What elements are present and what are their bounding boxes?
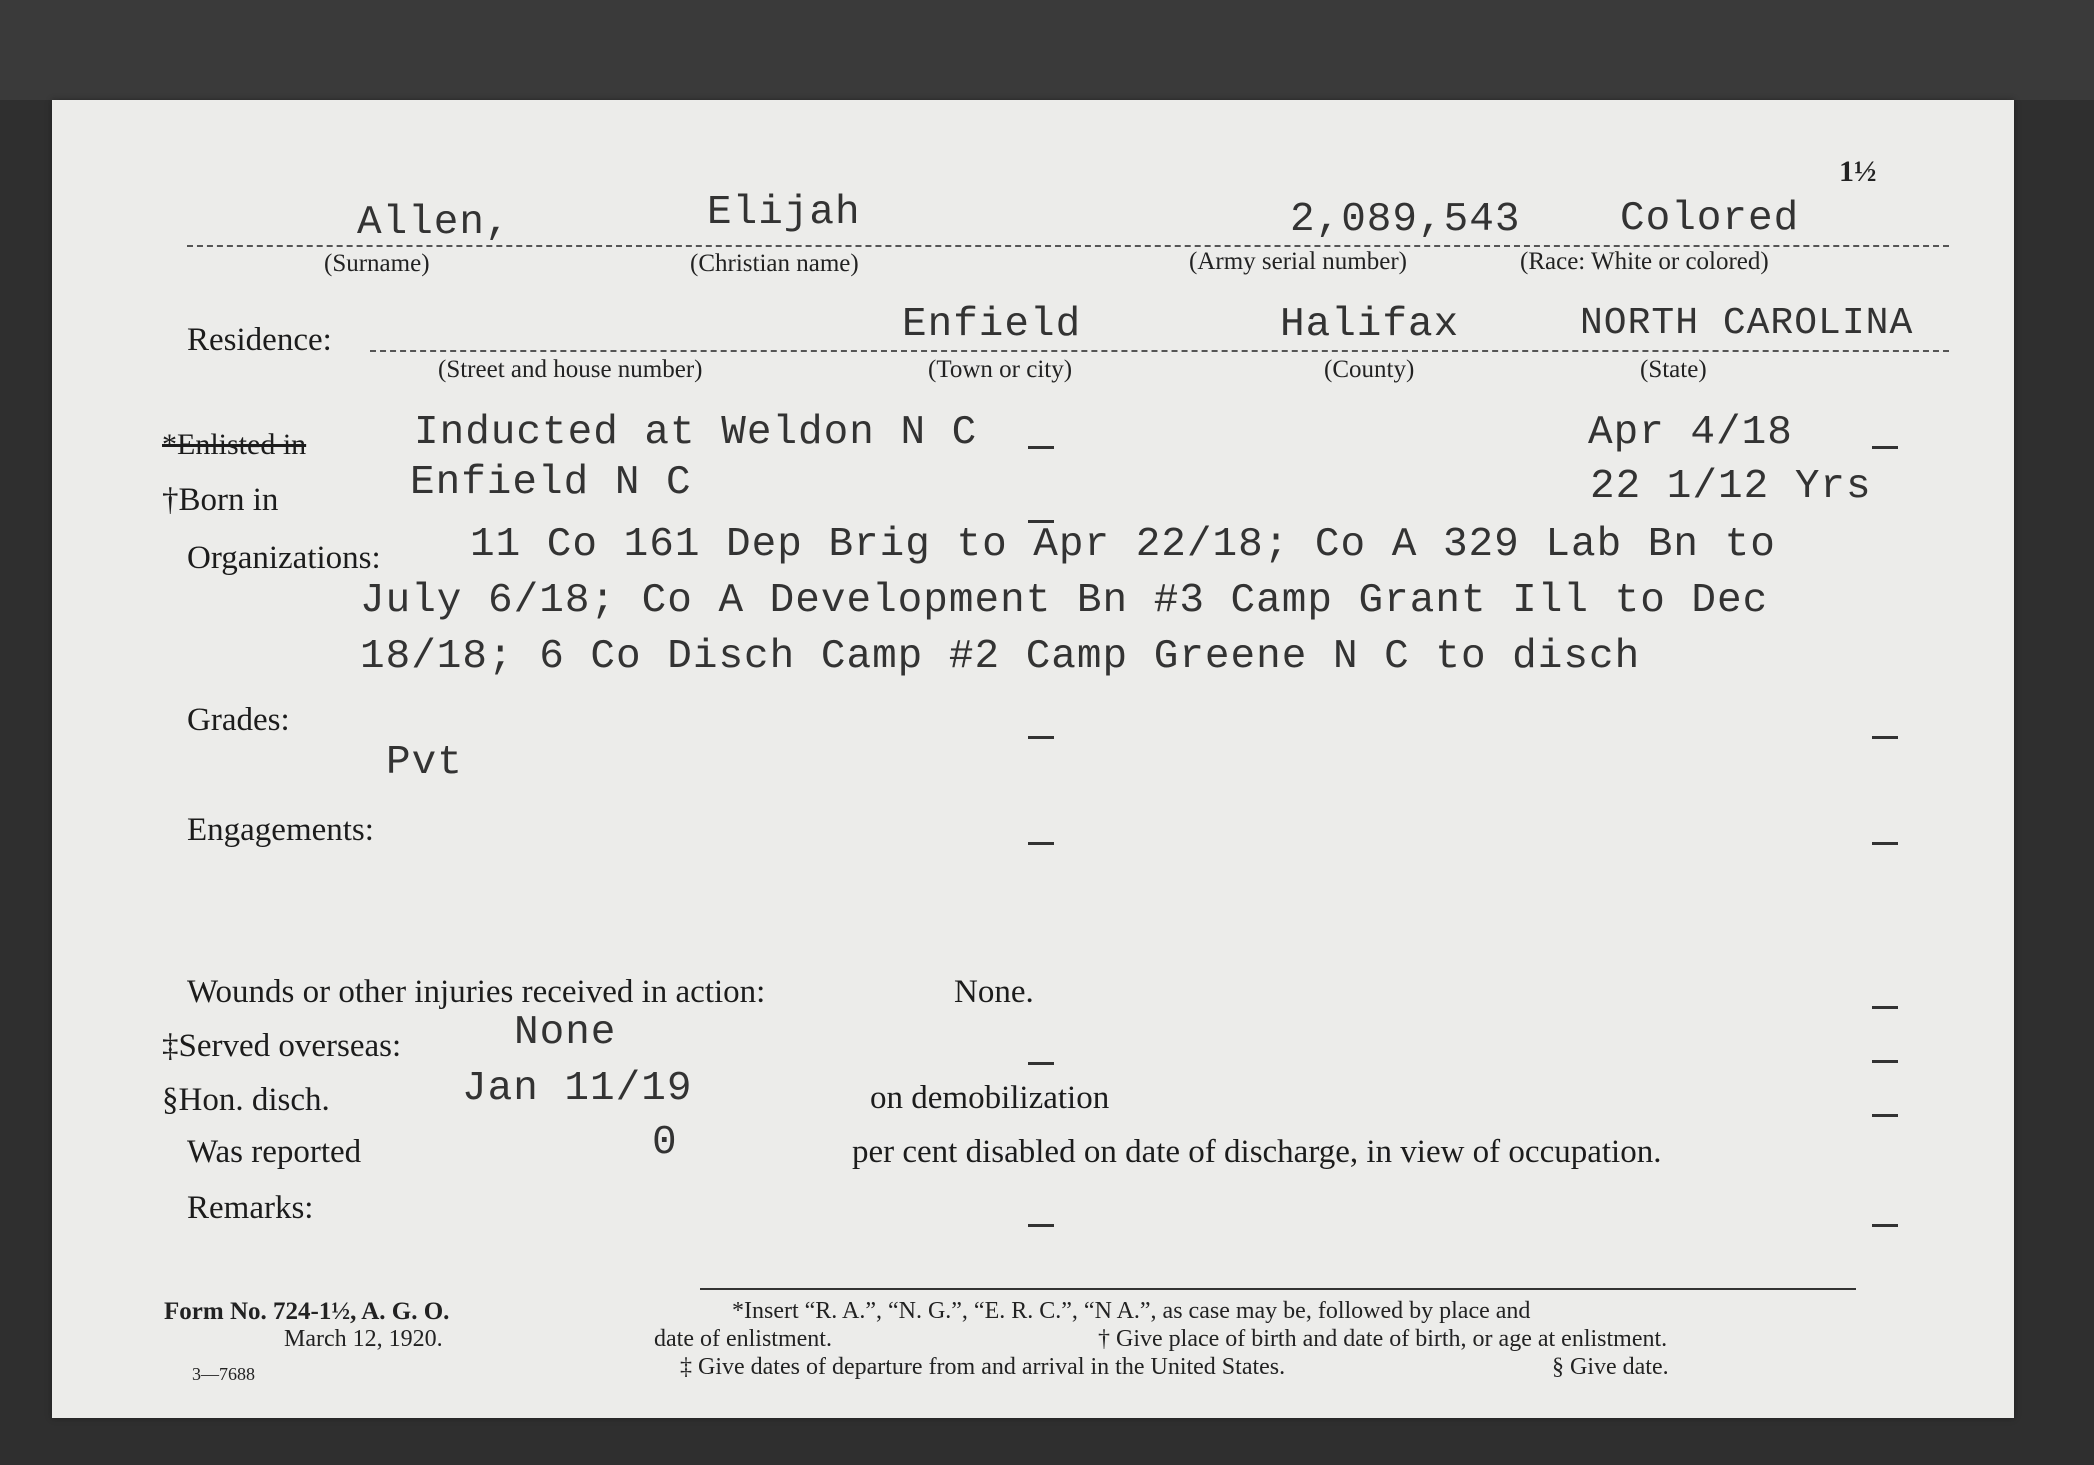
engagements-label: Engagements:	[187, 812, 374, 848]
residence-label: Residence:	[187, 322, 332, 358]
residence-line	[370, 350, 1949, 352]
footnote-overseas: ‡ Give dates of departure from and arrival in the United States.	[680, 1354, 1286, 1380]
enlisted-date: Apr 4/18	[1588, 410, 1793, 456]
entry-dash	[1028, 1224, 1054, 1227]
reported-label: Was reported	[187, 1134, 362, 1170]
enlisted-label: *Enlisted in	[162, 428, 307, 461]
serial-number-caption: (Army serial number)	[1189, 248, 1407, 275]
overseas-label: ‡Served overseas:	[162, 1028, 402, 1064]
organizations-line-3: 18/18; 6 Co Disch Camp #2 Camp Greene N C to disch	[360, 634, 1641, 680]
entry-dash	[1028, 736, 1054, 739]
grades-value: Pvt	[386, 740, 463, 786]
page-number: 1½	[1839, 155, 1877, 188]
footer-rule	[700, 1288, 1856, 1290]
state-caption: (State)	[1640, 356, 1707, 383]
footnote-enlistment: *Insert “R. A.”, “N. G.”, “E. R. C.”, “N A.”, as case may be, followed by place and	[732, 1298, 1531, 1324]
county-caption: (County)	[1324, 356, 1415, 383]
entry-dash	[1872, 1114, 1898, 1117]
entry-dash	[1872, 1060, 1898, 1063]
entry-dash	[1872, 736, 1898, 739]
remarks-label: Remarks:	[187, 1190, 314, 1226]
grades-label: Grades:	[187, 702, 290, 738]
race-value: Colored	[1620, 196, 1800, 242]
christian-name-value: Elijah	[707, 190, 861, 236]
organizations-line-2: July 6/18; Co A Development Bn #3 Camp Grant Ill to Dec	[360, 578, 1769, 624]
scan-background	[0, 0, 2094, 100]
organizations-label: Organizations:	[187, 540, 381, 576]
entry-dash	[1872, 1006, 1898, 1009]
discharge-reason: on demobilization	[870, 1080, 1110, 1116]
organizations-line-1: 11 Co 161 Dep Brig to Apr 22/18; Co A 329 Lab Bn to	[470, 522, 1776, 568]
born-label: †Born in	[162, 482, 279, 518]
entry-dash	[1028, 446, 1054, 449]
entry-dash	[1028, 1062, 1054, 1065]
born-age: 22 1/12 Yrs	[1590, 464, 1872, 510]
overseas-value: None	[514, 1010, 617, 1056]
wounds-value: None.	[954, 974, 1034, 1010]
serial-number-value: 2,089,543	[1290, 197, 1521, 243]
reported-text: per cent disabled on date of discharge, in view of occupation.	[852, 1134, 1662, 1170]
discharge-label: §Hon. disch.	[162, 1082, 330, 1118]
surname-value: Allen,	[357, 200, 511, 246]
form-number: Form No. 724-1½, A. G. O.	[164, 1298, 450, 1325]
wounds-label: Wounds or other injuries received in action:	[187, 974, 766, 1010]
surname-caption: (Surname)	[324, 250, 430, 277]
race-caption: (Race: White or colored)	[1520, 248, 1769, 275]
discharge-date: Jan 11/19	[462, 1066, 693, 1112]
print-code: 3—7688	[192, 1364, 255, 1384]
town-value: Enfield	[902, 302, 1082, 348]
footnote-enlistment-cont: date of enlistment.	[654, 1326, 832, 1352]
street-caption: (Street and house number)	[438, 356, 703, 383]
christian-name-caption: (Christian name)	[690, 250, 859, 277]
born-value: Enfield N C	[410, 460, 692, 506]
county-value: Halifax	[1280, 302, 1460, 348]
footnote-birth: † Give place of birth and date of birth, or age at enlistment.	[1098, 1326, 1668, 1352]
service-record-card	[52, 100, 2014, 1418]
town-caption: (Town or city)	[928, 356, 1073, 383]
enlisted-value: Inducted at Weldon N C	[414, 410, 978, 456]
form-date: March 12, 1920.	[284, 1326, 443, 1352]
entry-dash	[1872, 842, 1898, 845]
reported-value: 0	[652, 1120, 678, 1166]
entry-dash	[1872, 446, 1898, 449]
entry-dash	[1872, 1224, 1898, 1227]
name-line	[187, 245, 1949, 247]
state-value: NORTH CAROLINA	[1580, 302, 1914, 345]
entry-dash	[1028, 842, 1054, 845]
footnote-discharge: § Give date.	[1552, 1354, 1669, 1380]
